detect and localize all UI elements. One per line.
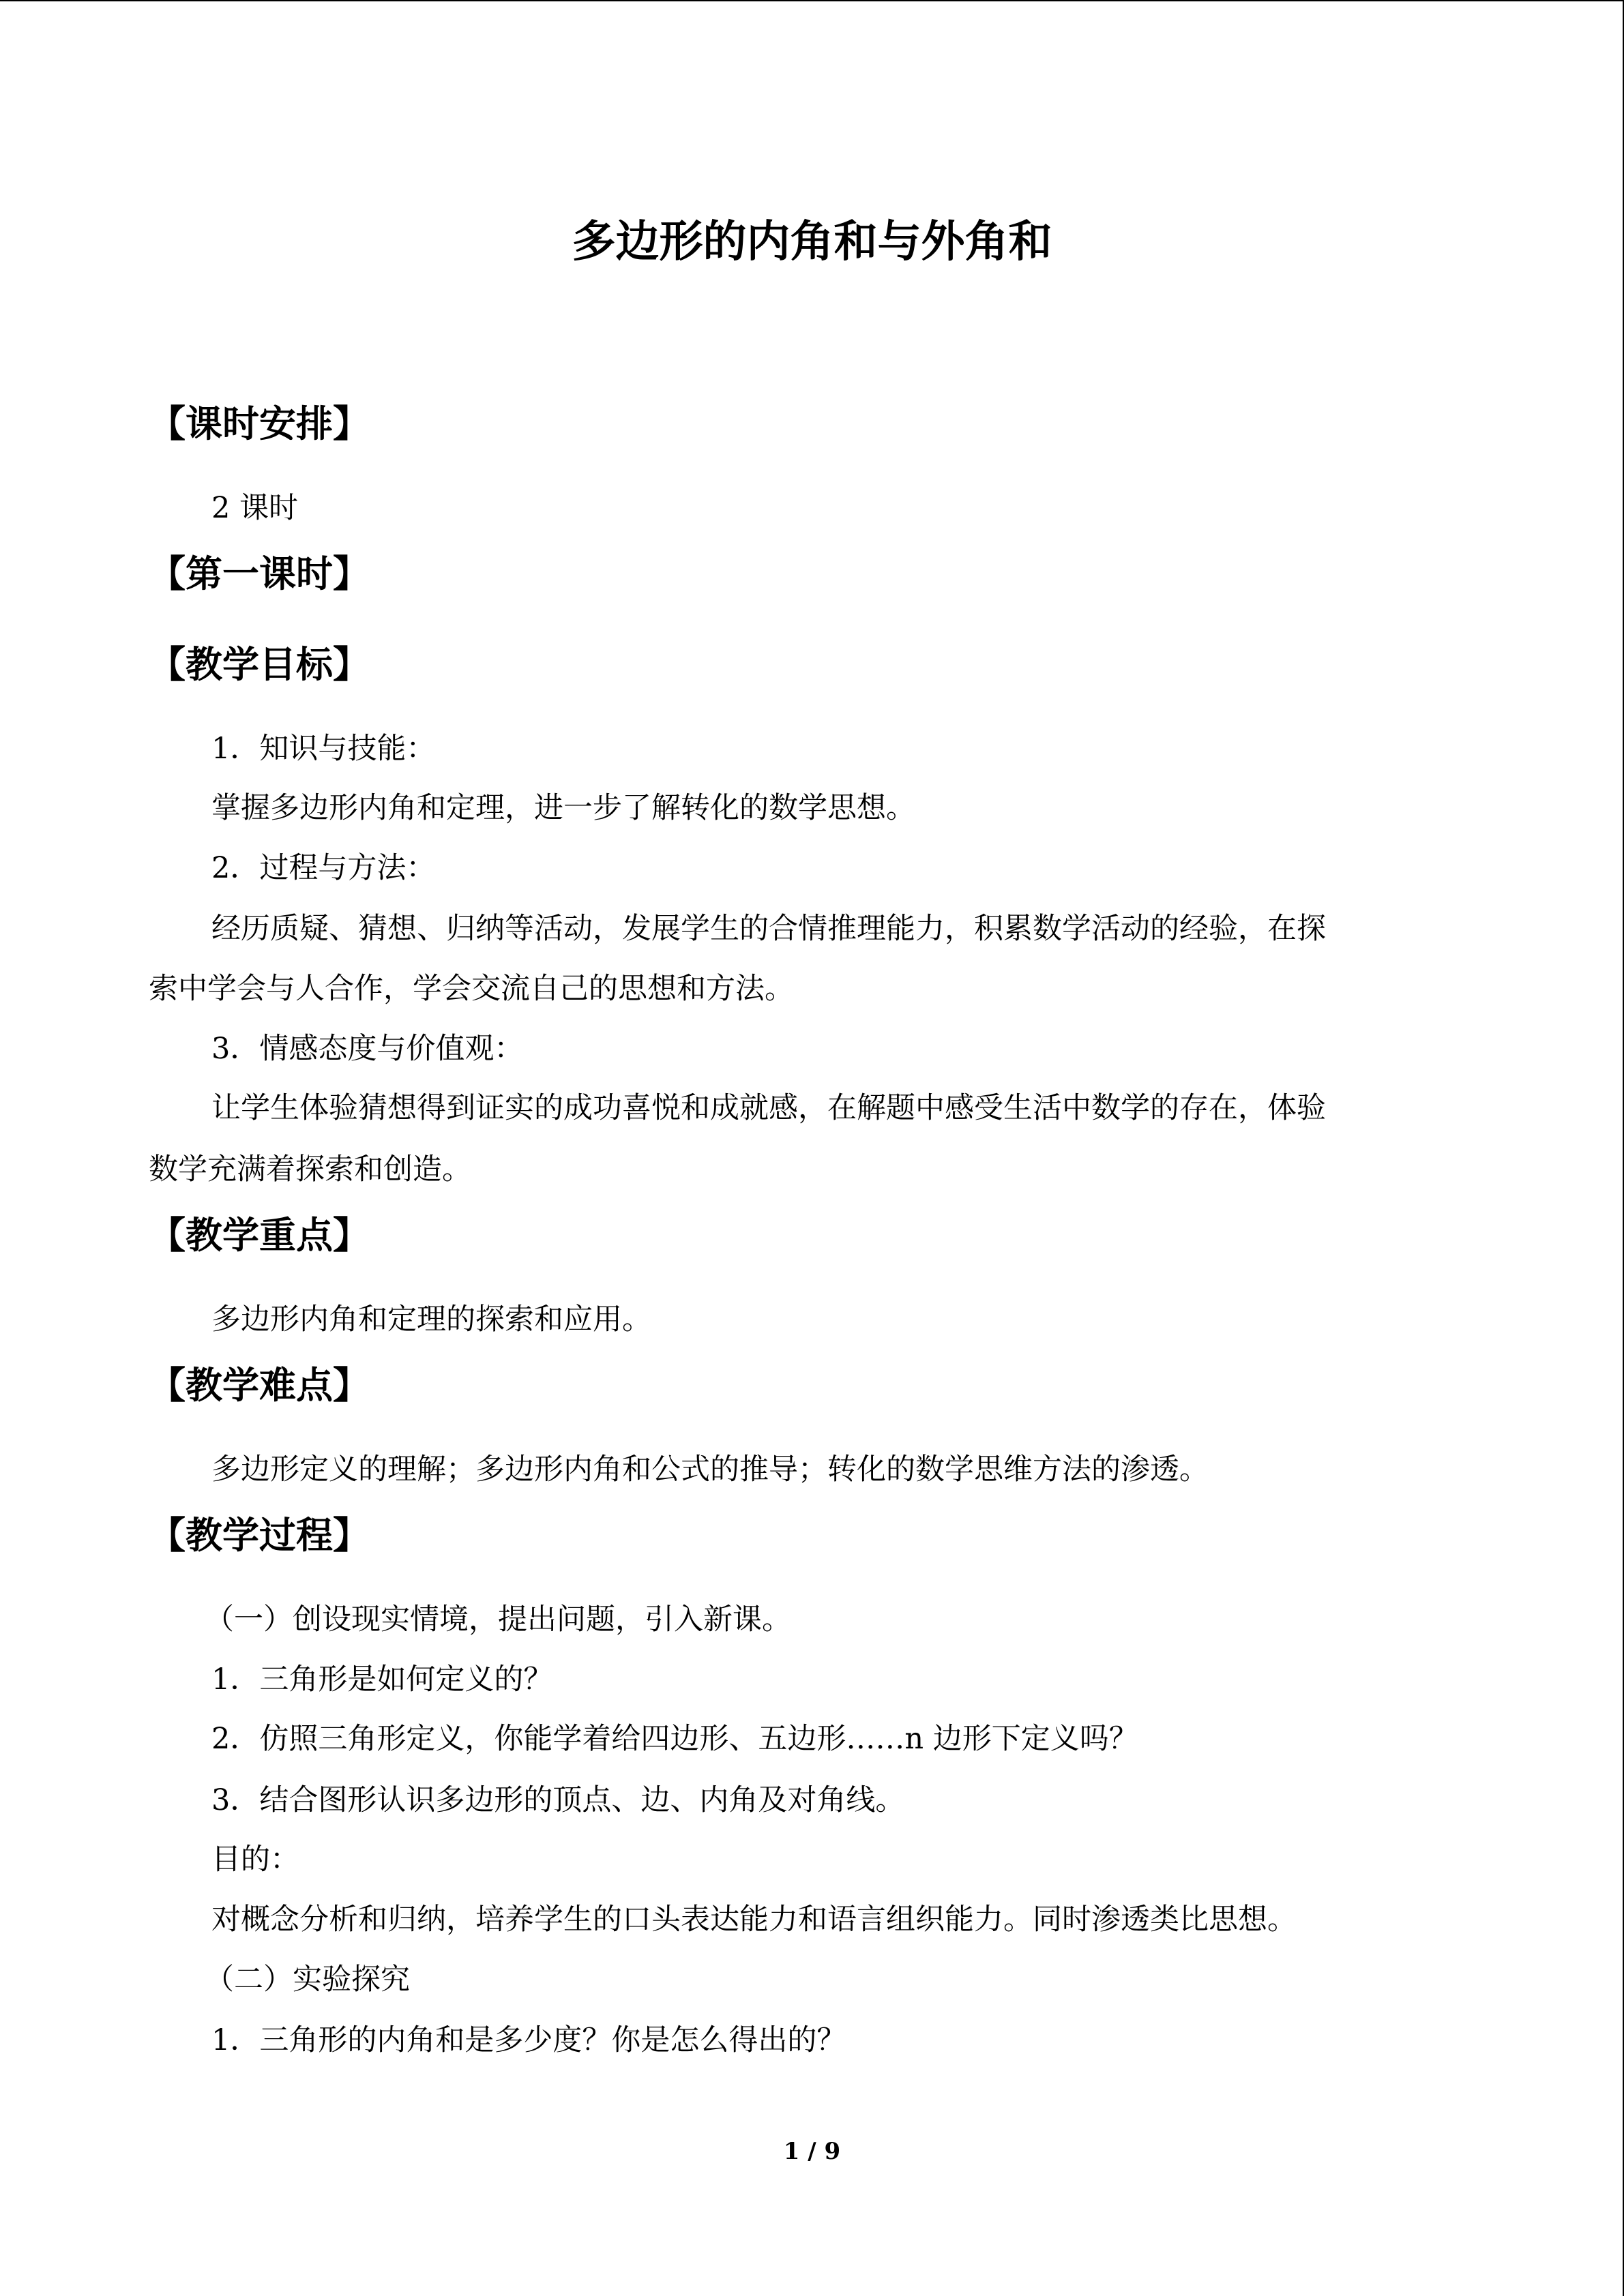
objective3-text-line2: 数学充满着探索和创造。 [149, 1152, 471, 1187]
page-number: 1 / 9 [783, 2138, 841, 2165]
objective2-title: 2．过程与方法： [211, 851, 436, 885]
objective1-title: 1．知识与技能： [211, 732, 436, 766]
process-question4: 1．三角形的内角和是多少度？你是怎么得出的？ [211, 2023, 846, 2057]
lesson1-heading: 【第一课时】 [149, 552, 370, 595]
key-points-heading: 【教学重点】 [149, 1214, 370, 1257]
objective3-title: 3．情感态度与价值观： [211, 1032, 524, 1066]
process-part2: （二）实验探究 [205, 1963, 410, 1997]
process-question1: 1．三角形是如何定义的？ [211, 1663, 553, 1697]
schedule-heading: 【课时安排】 [149, 402, 370, 445]
process-heading: 【教学过程】 [149, 1514, 370, 1557]
objective1-text: 掌握多边形内角和定理，进一步了解转化的数学思想。 [211, 791, 915, 825]
process-part1: （一）创设现实情境，提出问题，引入新课。 [205, 1602, 791, 1637]
objective2-text-line2: 索中学会与人合作，学会交流自己的思想和方法。 [149, 972, 794, 1006]
objective2-text-line1: 经历质疑、猜想、归纳等活动，发展学生的合情推理能力，积累数学活动的经验，在探 [211, 912, 1326, 946]
process-question3: 3．结合图形认识多边形的顶点、边、内角及对角线。 [211, 1783, 905, 1817]
objectives-heading: 【教学目标】 [149, 643, 370, 686]
purpose-text: 对概念分析和归纳，培养学生的口头表达能力和语言组织能力。同时渗透类比思想。 [211, 1903, 1297, 1937]
schedule-text: 2 课时 [211, 491, 299, 525]
difficulty-heading: 【教学难点】 [149, 1364, 370, 1407]
objective3-text-line1: 让学生体验猜想得到证实的成功喜悦和成就感，在解题中感受生活中数学的存在，体验 [211, 1091, 1326, 1125]
key-points-text: 多边形内角和定理的探索和应用。 [211, 1302, 651, 1337]
difficulty-text: 多边形定义的理解；多边形内角和公式的推导；转化的数学思维方法的渗透。 [211, 1452, 1209, 1487]
purpose-label: 目的： [211, 1843, 299, 1877]
document-title: 多边形的内角和与外角和 [572, 217, 1052, 267]
page-top-border [0, 0, 1624, 1]
process-question2: 2．仿照三角形定义，你能学着给四边形、五边形……n 边形下定义吗？ [211, 1722, 1138, 1756]
